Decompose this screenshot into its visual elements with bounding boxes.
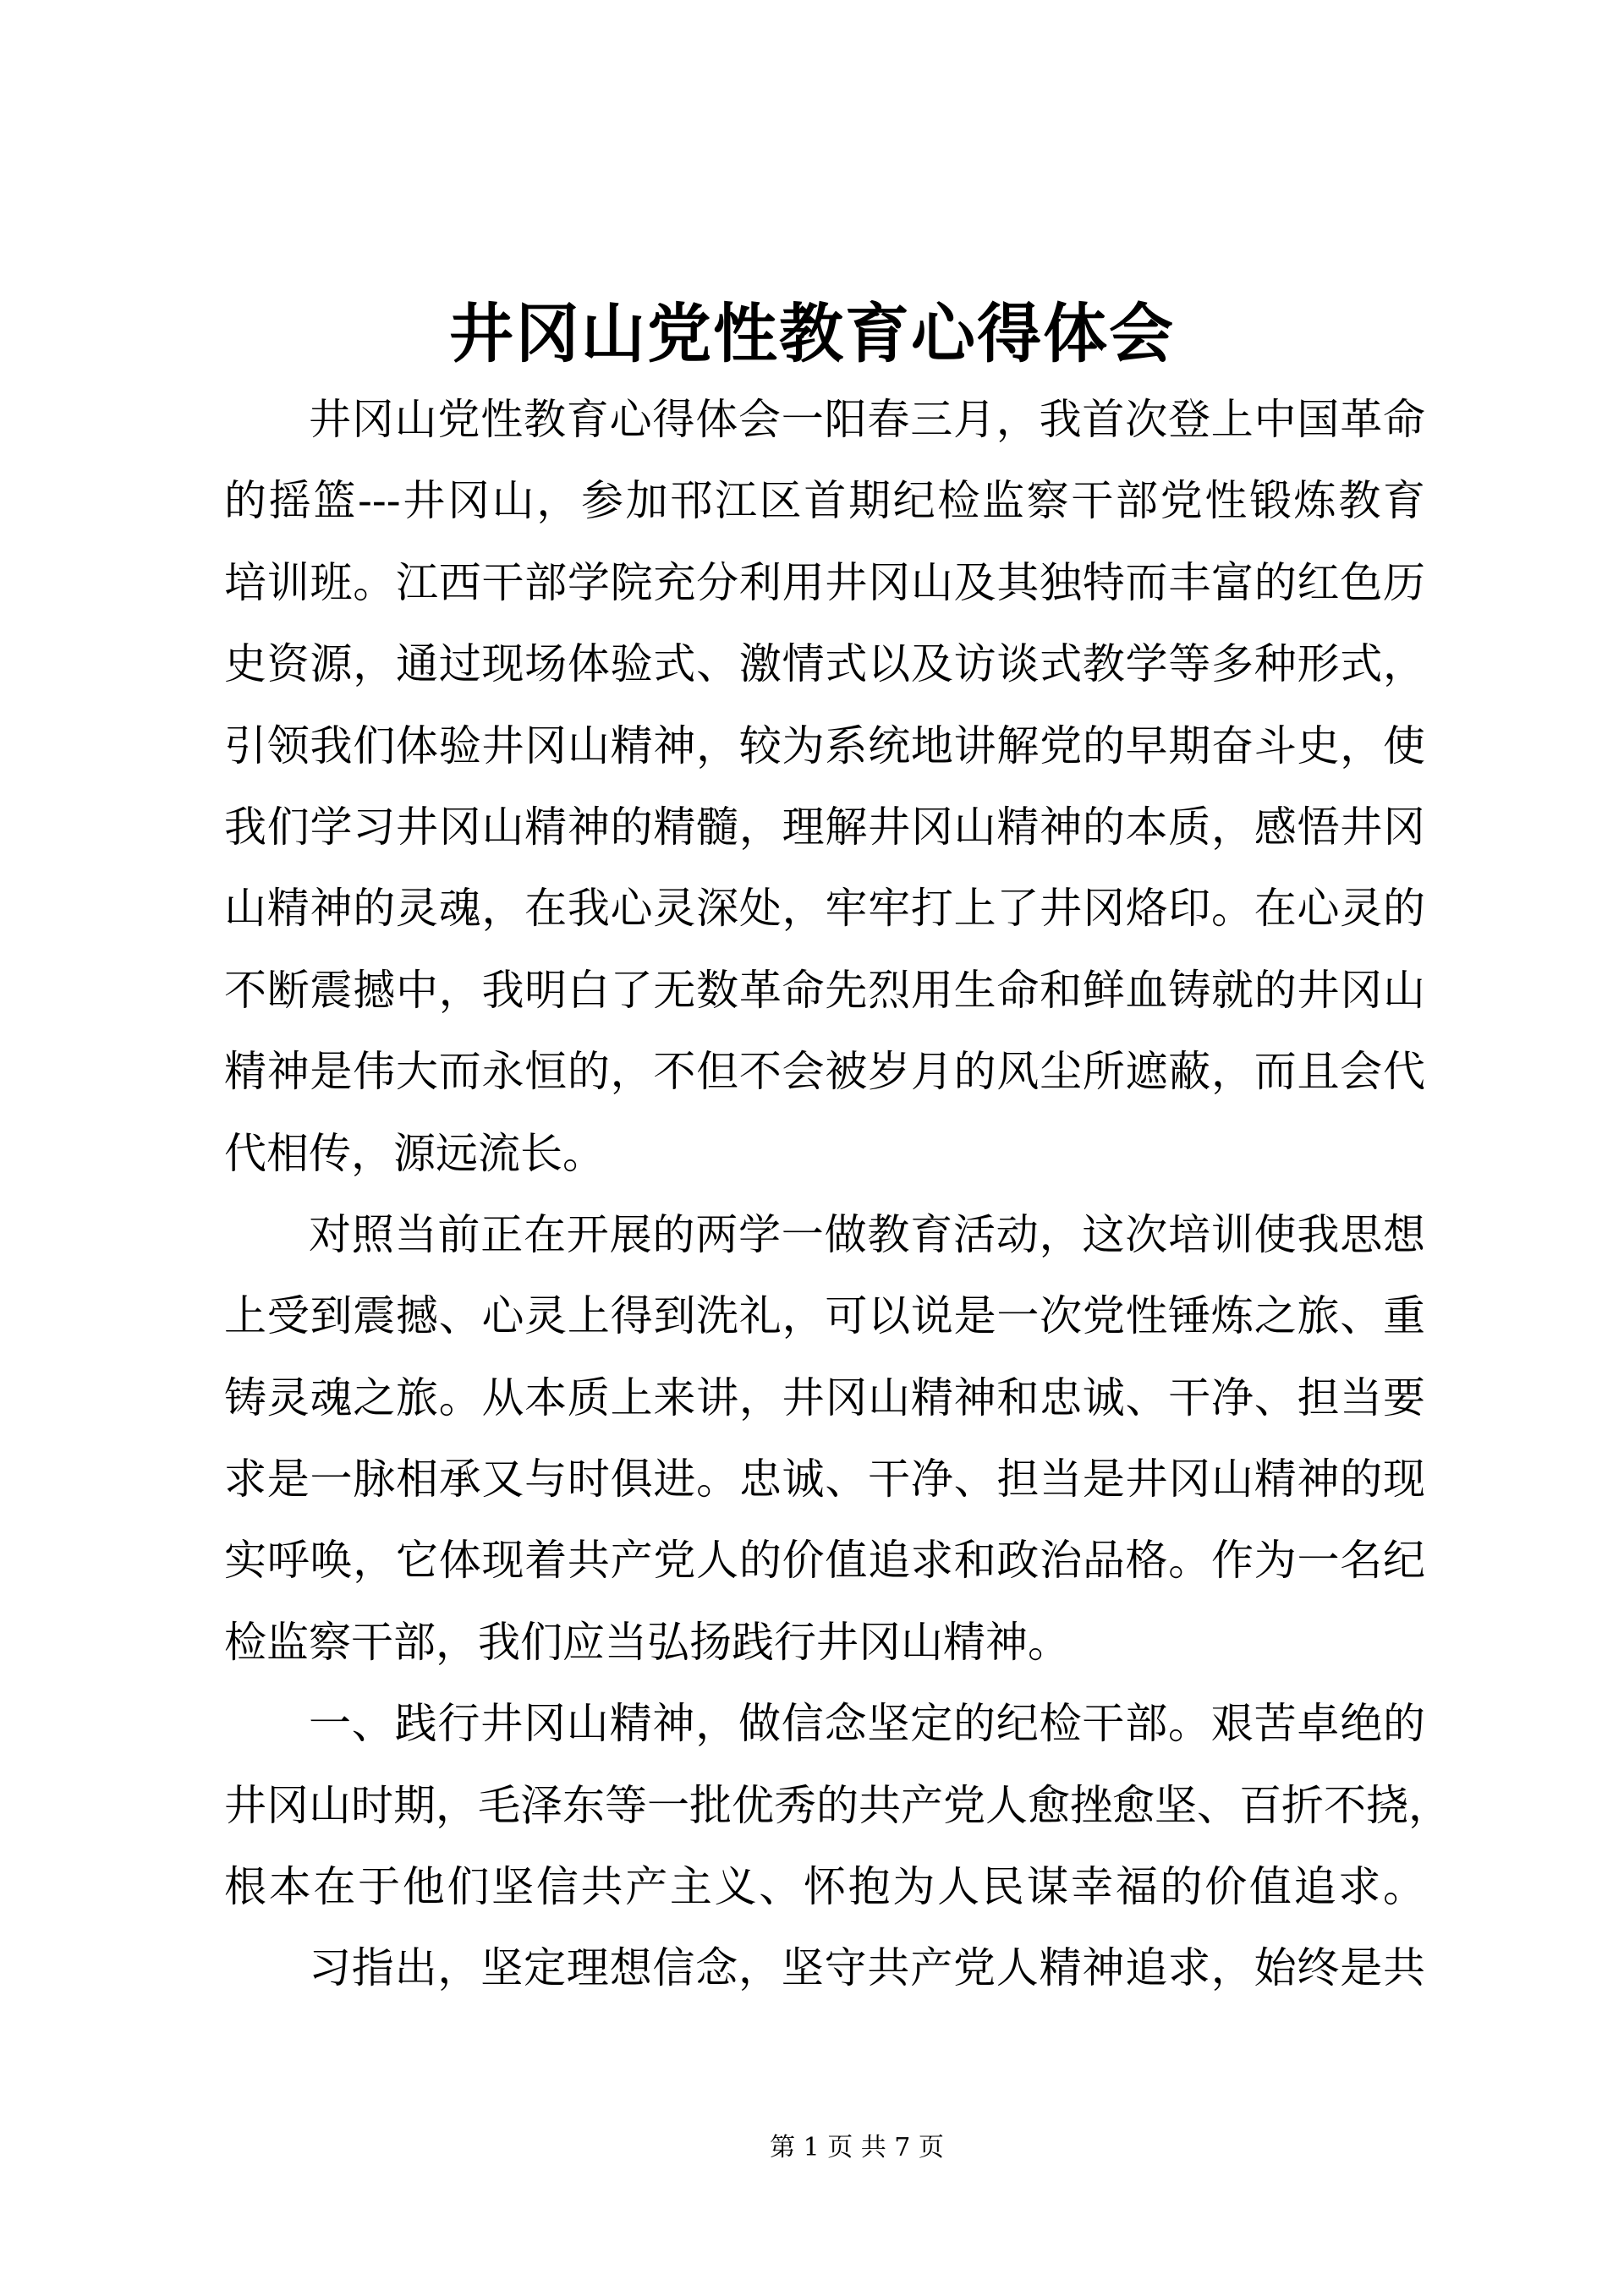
paragraph-line: 检监察干部，我们应当弘扬践行井冈山精神。 xyxy=(224,1617,1070,1667)
paragraph-line: 我们学习井冈山精神的精髓，理解井冈山精神的本质，感悟井冈 xyxy=(224,802,1425,852)
paragraph-line: 铸灵魂之旅。从本质上来讲，井冈山精神和忠诚、干净、担当要 xyxy=(224,1373,1425,1422)
paragraph-line: 的摇篮---井冈山，参加邗江区首期纪检监察干部党性锻炼教育 xyxy=(224,476,1425,526)
paragraph-line: 根本在于他们坚信共产主义、怀抱为人民谋幸福的价值追求。 xyxy=(224,1862,1425,1912)
paragraph-line: 精神是伟大而永恒的，不但不会被岁月的风尘所遮蔽，而且会代 xyxy=(224,1047,1425,1097)
document-body xyxy=(224,379,1451,2009)
paragraph-line: 实呼唤，它体现着共产党人的价值追求和政治品格。作为一名纪 xyxy=(224,1536,1425,1586)
paragraph-line: 史资源，通过现场体验式、激情式以及访谈式教学等多种形式， xyxy=(224,639,1425,689)
paragraph-line: 山精神的灵魂，在我心灵深处，牢牢打上了井冈烙印。在心灵的 xyxy=(224,884,1425,934)
paragraph-line: 一、践行井冈山精神，做信念坚定的纪检干部。艰苦卓绝的 xyxy=(309,1699,1425,1749)
page-footer: 第 1 页 共 7 页 xyxy=(770,2133,944,2162)
paragraph-line: 培训班。江西干部学院充分利用井冈山及其独特而丰富的红色历 xyxy=(224,557,1425,607)
paragraph-line: 对照当前正在开展的两学一做教育活动，这次培训使我思想 xyxy=(309,1209,1425,1259)
paragraph-line: 井冈山时期，毛泽东等一批优秀的共产党人愈挫愈坚、百折不挠， xyxy=(224,1780,1451,1830)
paragraph-line: 引领我们体验井冈山精神，较为系统地讲解党的早期奋斗史，使 xyxy=(224,721,1425,770)
paragraph-line: 求是一脉相承又与时俱进。忠诚、干净、担当是井冈山精神的现 xyxy=(224,1455,1425,1504)
document-title: 井冈山党性教育心得体会 xyxy=(449,296,1175,371)
paragraph-line: 井冈山党性教育心得体会一阳春三月，我首次登上中国革命 xyxy=(309,395,1425,444)
paragraph-line: 代相传，源远流长。 xyxy=(224,1128,605,1178)
paragraph-line: 上受到震撼、心灵上得到洗礼，可以说是一次党性锤炼之旅、重 xyxy=(224,1291,1425,1341)
paragraph-line: 不断震撼中，我明白了无数革命先烈用生命和鲜血铸就的井冈山 xyxy=(224,965,1425,1015)
paragraph-line: 习指出，坚定理想信念，坚守共产党人精神追求，始终是共 xyxy=(309,1943,1425,1993)
